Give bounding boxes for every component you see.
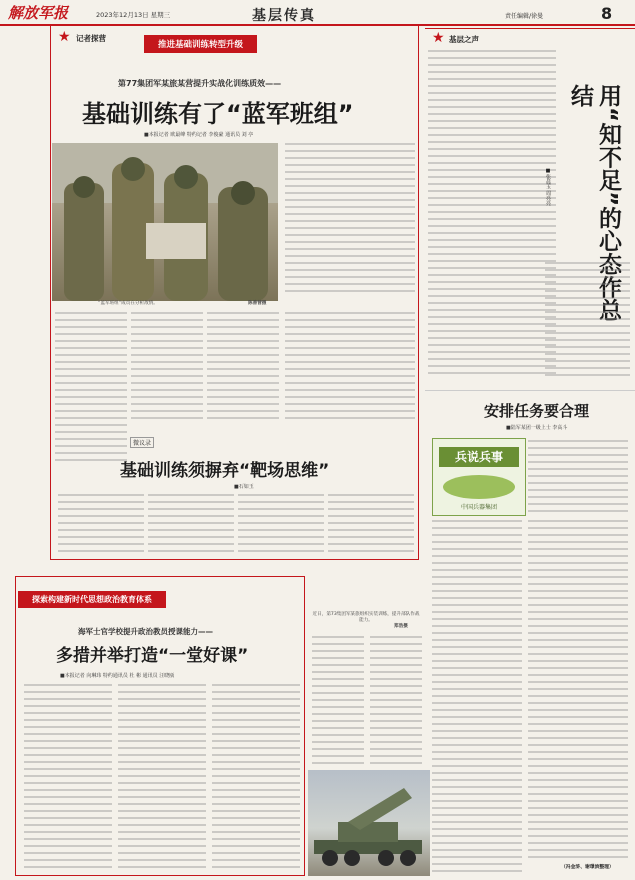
right-feature-byline: ■陆军某团一级上士 李高斗: [506, 425, 568, 431]
feature-headline: 基础训练有了“蓝军班组”: [82, 100, 354, 128]
bottom-feature-headline: 多措并举打造“一堂好课”: [56, 646, 249, 666]
right-feature-body: [432, 520, 522, 872]
page-number: 8: [601, 4, 613, 23]
photo-credit: 陈善营摄: [248, 301, 267, 306]
middle-column-body: [312, 636, 422, 766]
right-feature-end-byline: （冯金浒、谢璟滨整理）: [561, 865, 614, 870]
subhead-tag: 微议录: [130, 437, 154, 448]
bottom-feature-kicker: 海军士官学校提升政治教员授课能力——: [78, 627, 213, 636]
right-feature-headline: 安排任务要合理: [484, 402, 590, 420]
right-column-body: [545, 262, 630, 377]
right-feature-body: [528, 440, 628, 516]
logo-title: 兵说兵事: [439, 447, 519, 467]
bottom-feature-body: [24, 684, 300, 870]
right-column-tag: 基层之声: [449, 35, 479, 44]
subhead-byline: ■石如玉: [234, 484, 254, 490]
bottom-feature-byline: ■本报记者 向琳玮 特约通讯员 杜 彬 通讯员 汪晓瓯: [60, 673, 175, 679]
issue-date: 2023年12月13日 星期三: [96, 11, 171, 19]
feature-banner: 推进基础训练转型升级: [144, 35, 257, 53]
right-column-body: [428, 50, 556, 378]
subhead-headline: 基础训练须摒弃“靶场思维”: [120, 461, 330, 481]
column-logo: [432, 438, 526, 516]
rocket-launcher-photo: [308, 770, 430, 876]
emblem-icon: [443, 475, 515, 499]
newspaper-logo: 解放军报: [8, 4, 69, 22]
artillery-photo-caption: 近日，第73集团军某旅组织实装训练，提升部队作战能力。: [312, 612, 420, 623]
divider: [425, 390, 635, 391]
editor-credit: 责任编辑/徐曼: [505, 13, 544, 20]
feature-frame: [50, 26, 419, 560]
column-tag: 记者探营: [76, 34, 106, 43]
star-icon: ★: [58, 29, 71, 45]
feature-kicker: 第77集团军某旅某营提升实战化训练质效——: [118, 79, 282, 88]
right-feature-body: [528, 520, 628, 860]
right-column-rule: [425, 28, 635, 29]
artillery-photo-credit: 郑浩摄: [394, 624, 408, 629]
photo-caption: “蓝军班组”成员在分析敌情。: [98, 301, 158, 306]
bottom-feature-banner: 探索构建新时代思想政治教育体系: [18, 591, 166, 608]
star-icon: ★: [432, 30, 445, 46]
feature-byline: ■本报记者 欧最峰 特约记者 李俊豪 通讯员 刘 亭: [144, 132, 254, 138]
logo-subtitle: 中国兵器集团: [460, 504, 497, 511]
right-column-headline: 用“知不足”的心态作总结: [567, 84, 621, 322]
section-title: 基层传真: [252, 8, 316, 24]
right-column-byline: ■张晨玉 周亮亮: [545, 168, 551, 206]
